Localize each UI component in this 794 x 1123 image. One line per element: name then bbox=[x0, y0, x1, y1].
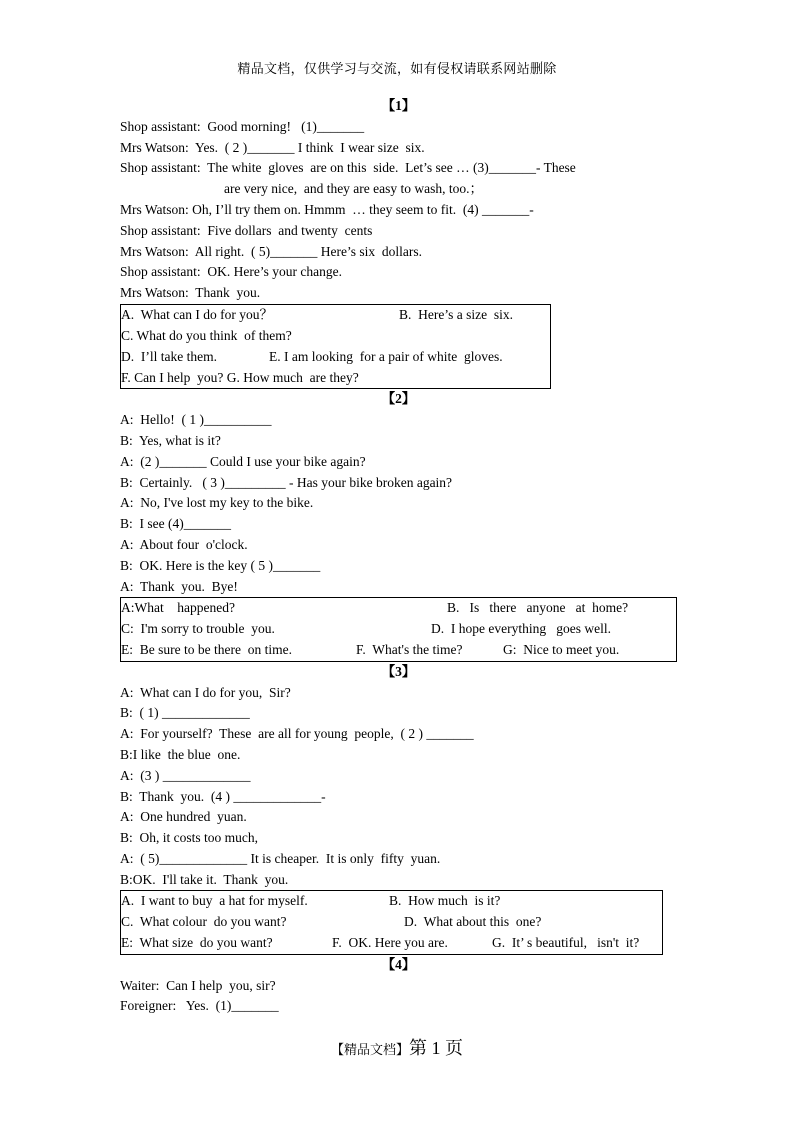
section-4-title: 【4】 bbox=[381, 956, 416, 972]
option-f-g: F. Can I help you? G. How much are they? bbox=[121, 369, 359, 385]
option-c: C: I'm sorry to trouble you. bbox=[121, 621, 275, 637]
dialogue-line: Shop assistant: Good morning! (1)_______ bbox=[120, 118, 365, 134]
option-row bbox=[121, 598, 676, 619]
option-row bbox=[121, 912, 662, 933]
dialogue-line: Mrs Watson: Yes. ( 2 )_______ I think I wear size six. bbox=[120, 139, 425, 155]
option-c: C. What colour do you want? bbox=[121, 914, 287, 930]
option-row bbox=[121, 933, 662, 954]
option-row bbox=[121, 619, 676, 640]
option-row bbox=[121, 891, 662, 912]
dialogue-line: Mrs Watson: Thank you. bbox=[120, 285, 261, 301]
dialogue-line: B: Thank you. (4 ) _____________- bbox=[120, 788, 326, 804]
dialogue-line: B:I like the blue one. bbox=[120, 746, 241, 762]
document-body bbox=[120, 96, 680, 1017]
dialogue-line: B: Yes, what is it? bbox=[120, 432, 221, 448]
option-b: B. Is there anyone at home? bbox=[447, 600, 629, 616]
dialogue-line: B: OK. Here is the key ( 5 )_______ bbox=[120, 557, 321, 573]
dialogue-line: A: Hello! ( 1 )__________ bbox=[120, 412, 272, 428]
dialogue-line: A: No, I've lost my key to the bike. bbox=[120, 495, 314, 511]
dialogue-line: are very nice, and they are easy to wash, too.； bbox=[224, 181, 484, 197]
section-2-title: 【2】 bbox=[381, 391, 416, 407]
dialogue-line: Shop assistant: The white gloves are on this side. Let’s see … (3)_______- These bbox=[120, 160, 576, 176]
option-d: D. I hope everything goes well. bbox=[431, 621, 611, 637]
dialogue-line: Waiter: Can I help you, sir? bbox=[120, 977, 276, 993]
section-3-title: 【3】 bbox=[381, 663, 416, 679]
option-f: F. What's the time? bbox=[356, 641, 463, 657]
dialogue-line: A: (2 )_______ Could I use your bike again? bbox=[120, 453, 366, 469]
options-box-1 bbox=[120, 304, 551, 389]
page-footer bbox=[0, 1034, 794, 1060]
option-c: C. What do you think of them? bbox=[121, 327, 292, 343]
options-box-3 bbox=[120, 890, 663, 954]
dialogue-line: A: One hundred yuan. bbox=[120, 809, 247, 825]
option-g: G. It’ s beautiful, isn't it? bbox=[492, 935, 640, 951]
option-a: A. I want to buy a hat for myself. bbox=[121, 893, 308, 909]
option-row bbox=[121, 640, 676, 661]
dialogue-line: Foreigner: Yes. (1)_______ bbox=[120, 998, 279, 1014]
option-e: E. I am looking for a pair of white gloves. bbox=[269, 348, 503, 364]
section-1-title: 【1】 bbox=[381, 98, 416, 113]
dialogue-line: Shop assistant: OK. Here’s your change. bbox=[120, 264, 342, 280]
option-e: E: Be sure to be there on time. bbox=[121, 641, 292, 657]
option-d: D. I’ll take them. bbox=[121, 348, 217, 364]
option-b: B. Here’s a size six. bbox=[399, 307, 513, 323]
dialogue-line: B: Certainly. ( 3 )_________ - Has your bike broken again? bbox=[120, 474, 453, 490]
option-f: F. OK. Here you are. bbox=[332, 935, 448, 951]
option-row bbox=[121, 326, 550, 347]
option-b: B. How much is it? bbox=[389, 893, 501, 909]
dialogue-line: A: For yourself? These are all for young people, ( 2 ) _______ bbox=[120, 726, 474, 742]
dialogue-line: Mrs Watson: Oh, I’ll try them on. Hmmm … they seem to fit. (4) _______- bbox=[120, 201, 534, 217]
options-box-2 bbox=[120, 597, 677, 661]
dialogue-line: B: Oh, it costs too much, bbox=[120, 830, 258, 846]
option-a: A. What can I do for you？ bbox=[121, 307, 273, 323]
option-d: D. What about this one? bbox=[404, 914, 542, 930]
page-number: 第 1 页 bbox=[409, 1038, 463, 1058]
dialogue-line: A: Thank you. Bye! bbox=[120, 578, 238, 594]
option-g: G: Nice to meet you. bbox=[503, 641, 620, 657]
dialogue-line: B: I see (4)_______ bbox=[120, 516, 231, 532]
option-e: E: What size do you want? bbox=[121, 935, 273, 951]
dialogue-line: Shop assistant: Five dollars and twenty cents bbox=[120, 222, 373, 238]
dialogue-line: B: ( 1) _____________ bbox=[120, 705, 250, 721]
option-a: A:What happened? bbox=[121, 600, 235, 616]
dialogue-line: A: ( 5)_____________ It is cheaper. It is only fifty yuan. bbox=[120, 850, 441, 866]
dialogue-line: Mrs Watson: All right. ( 5)_______ Here’s six dollars. bbox=[120, 243, 423, 259]
option-row bbox=[121, 347, 550, 368]
footer-tag: 【精品文档】 bbox=[330, 1043, 409, 1058]
dialogue-line: A: About four o'clock. bbox=[120, 536, 248, 552]
dialogue-line: B:OK. I'll take it. Thank you. bbox=[120, 871, 289, 887]
dialogue-line: A: What can I do for you, Sir? bbox=[120, 684, 291, 700]
option-row bbox=[121, 305, 550, 326]
document-header: 精品文档，仅供学习与交流，如有侵权请联系网站删除 bbox=[237, 62, 557, 77]
dialogue-line: A: (3 ) _____________ bbox=[120, 767, 251, 783]
option-row bbox=[121, 368, 550, 389]
